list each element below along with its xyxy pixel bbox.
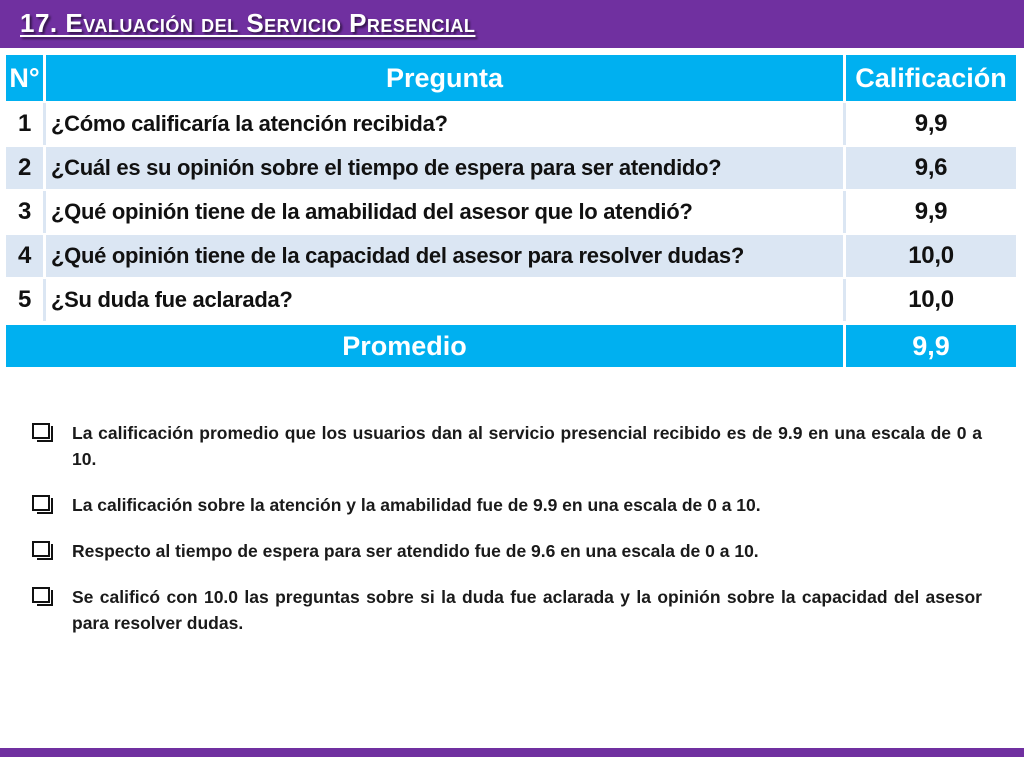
row-number: 2 — [6, 147, 46, 189]
row-question: ¿Su duda fue aclarada? — [46, 279, 846, 321]
bullet-text: Se calificó con 10.0 las preguntas sobre si la duda fue aclarada y la opinión sobre la capacidad del asesor para resolver dudas. — [72, 587, 982, 633]
table-row — [6, 189, 1016, 233]
findings-list — [32, 420, 982, 656]
average-label: Promedio — [6, 325, 846, 367]
table-row — [6, 277, 1016, 321]
list-item — [32, 584, 982, 636]
header-question: Pregunta — [46, 55, 846, 101]
row-score: 10,0 — [908, 242, 954, 269]
average-score: 9,9 — [912, 330, 950, 361]
row-question: ¿Cuál es su opinión sobre el tiempo de espera para ser atendido? — [46, 147, 846, 189]
row-question: ¿Qué opinión tiene de la amabilidad del asesor que lo atendió? — [46, 191, 846, 233]
table-footer-row — [6, 321, 1016, 367]
row-number: 4 — [6, 235, 46, 277]
table-row — [6, 233, 1016, 277]
checkbox-bullet-icon — [32, 495, 50, 511]
checkbox-bullet-icon — [32, 541, 50, 557]
table-header-row — [6, 55, 1016, 101]
page-title: 17. Evaluación del Servicio Presencial — [20, 8, 476, 38]
header-score: Calificación — [855, 62, 1007, 93]
bullet-text: Respecto al tiempo de espera para ser atendido fue de 9.6 en una escala de 0 a 10. — [72, 541, 759, 561]
title-bar — [0, 0, 1024, 48]
checkbox-bullet-icon — [32, 587, 50, 603]
table-row — [6, 101, 1016, 145]
header-number: N° — [6, 55, 46, 101]
checkbox-bullet-icon — [32, 423, 50, 439]
row-number: 1 — [6, 103, 46, 145]
row-number: 5 — [6, 279, 46, 321]
list-item — [32, 538, 982, 564]
bullet-text: La calificación promedio que los usuarios dan al servicio presencial recibido es de 9.9 en una escala de 0 a 10. — [72, 423, 982, 469]
bullet-text: La calificación sobre la atención y la amabilidad fue de 9.9 en una escala de 0 a 10. — [72, 495, 761, 515]
table-row — [6, 145, 1016, 189]
row-score: 10,0 — [908, 286, 954, 313]
row-score: 9,9 — [914, 110, 948, 137]
row-score: 9,6 — [914, 154, 948, 181]
row-number: 3 — [6, 191, 46, 233]
bottom-divider — [0, 748, 1024, 757]
evaluation-table — [6, 55, 1016, 367]
list-item — [32, 420, 982, 472]
row-question: ¿Cómo calificaría la atención recibida? — [46, 103, 846, 145]
list-item — [32, 492, 982, 518]
row-score: 9,9 — [914, 198, 948, 225]
row-question: ¿Qué opinión tiene de la capacidad del asesor para resolver dudas? — [46, 235, 846, 277]
